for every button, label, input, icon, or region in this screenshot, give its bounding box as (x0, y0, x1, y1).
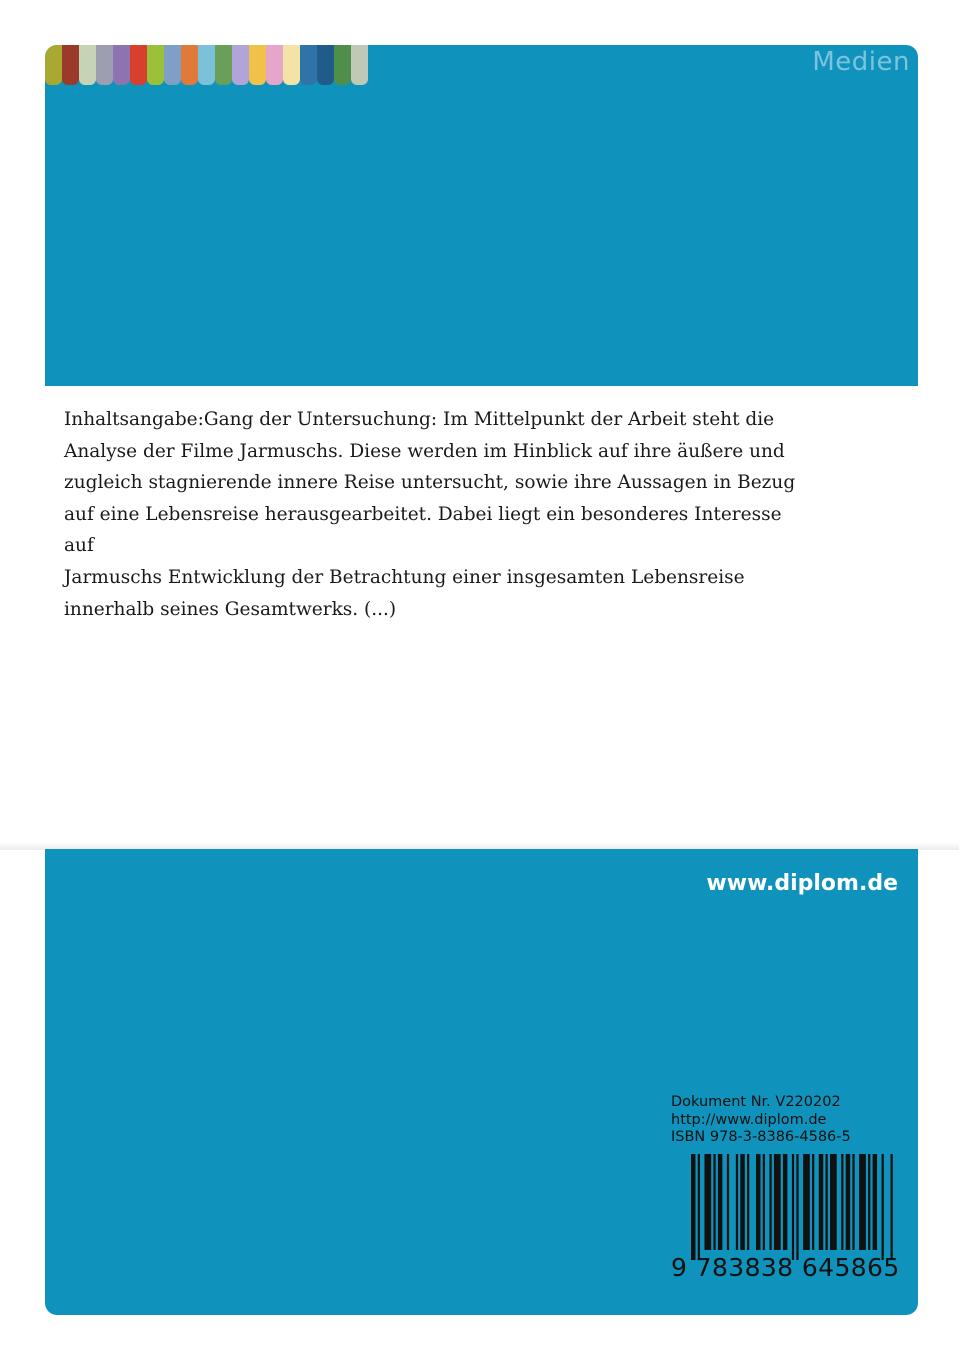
publication-info (671, 1094, 901, 1288)
barcode-bar (846, 1154, 850, 1250)
barcode-bar (756, 1154, 760, 1250)
barcode-bar (826, 1154, 828, 1250)
barcode-bar (873, 1154, 877, 1250)
color-stripe (232, 45, 249, 85)
color-stripe (181, 45, 198, 85)
barcode-bar (769, 1154, 771, 1250)
barcode-bar (859, 1154, 866, 1250)
color-stripe (283, 45, 300, 85)
barcode-bar (713, 1154, 715, 1250)
cover-bottom-panel (45, 849, 918, 1315)
barcode-bar (774, 1154, 781, 1250)
barcode-bar (740, 1154, 744, 1250)
barcode-bar (819, 1154, 823, 1250)
abstract-line: Inhaltsangabe:Gang der Untersuchung: Im Mittelpunkt der Arbeit steht die (64, 409, 775, 430)
color-stripe (45, 45, 62, 85)
color-stripe (198, 45, 215, 85)
color-stripe (266, 45, 283, 85)
color-stripe (164, 45, 181, 85)
abstract-line: auf eine Lebensreise herausgearbeitet. Dabei liegt ein besonderes Interesse auf (64, 503, 782, 557)
color-stripe (249, 45, 266, 85)
color-stripe (62, 45, 79, 85)
barcode-bar (841, 1154, 843, 1250)
color-stripe (96, 45, 113, 85)
category-label: Medien (812, 47, 910, 77)
barcode-bar (852, 1154, 854, 1250)
color-stripe (334, 45, 351, 85)
barcode-bar (783, 1154, 787, 1250)
barcode-digits: 9 783838 645865 (671, 1253, 900, 1282)
abstract-line: innerhalb seines Gesamtwerks. (...) (64, 598, 397, 620)
barcode-bar (727, 1154, 729, 1250)
barcode-bar (704, 1154, 711, 1250)
color-stripe (300, 45, 317, 85)
color-stripe (113, 45, 130, 85)
barcode-bar (736, 1154, 738, 1250)
color-stripe (130, 45, 147, 85)
abstract-line: zugleich stagnierende innere Reise untersucht, sowie ihre Aussagen in Bezug (64, 472, 796, 494)
cover-top-panel (45, 45, 918, 386)
color-stripe (215, 45, 232, 85)
isbn: ISBN 978-3-8386-4586-5 (671, 1129, 851, 1145)
barcode-bar (803, 1154, 810, 1250)
color-stripe (351, 45, 368, 85)
barcode-bar (763, 1154, 765, 1250)
barcode-bar (796, 1154, 798, 1260)
barcode-bar (718, 1154, 722, 1250)
barcode-bar (747, 1154, 749, 1250)
barcode-bar (882, 1154, 884, 1260)
barcode-icon (691, 1154, 895, 1260)
publisher-url: http://www.diplom.de (671, 1111, 827, 1128)
barcode-bar (691, 1154, 695, 1260)
publisher-website: www.diplom.de (706, 871, 898, 896)
abstract-line: Analyse der Filme Jarmuschs. Diese werden im Hinblick auf ihre äußere und (64, 440, 785, 462)
barcode-bar (812, 1154, 814, 1250)
abstract-line: Jarmuschs Entwicklung der Betrachtung einer insgesamten Lebensreise (64, 566, 745, 588)
color-stripes (45, 45, 368, 85)
color-stripe (79, 45, 96, 85)
document-number: Dokument Nr. V220202 (671, 1094, 841, 1110)
color-stripe (317, 45, 334, 85)
barcode-bar (830, 1154, 837, 1250)
barcode-bar (868, 1154, 870, 1250)
color-stripe (147, 45, 164, 85)
abstract-text (64, 404, 804, 625)
barcode-bar (698, 1154, 700, 1260)
barcode-bar (792, 1154, 794, 1260)
barcode-bar (891, 1154, 893, 1260)
